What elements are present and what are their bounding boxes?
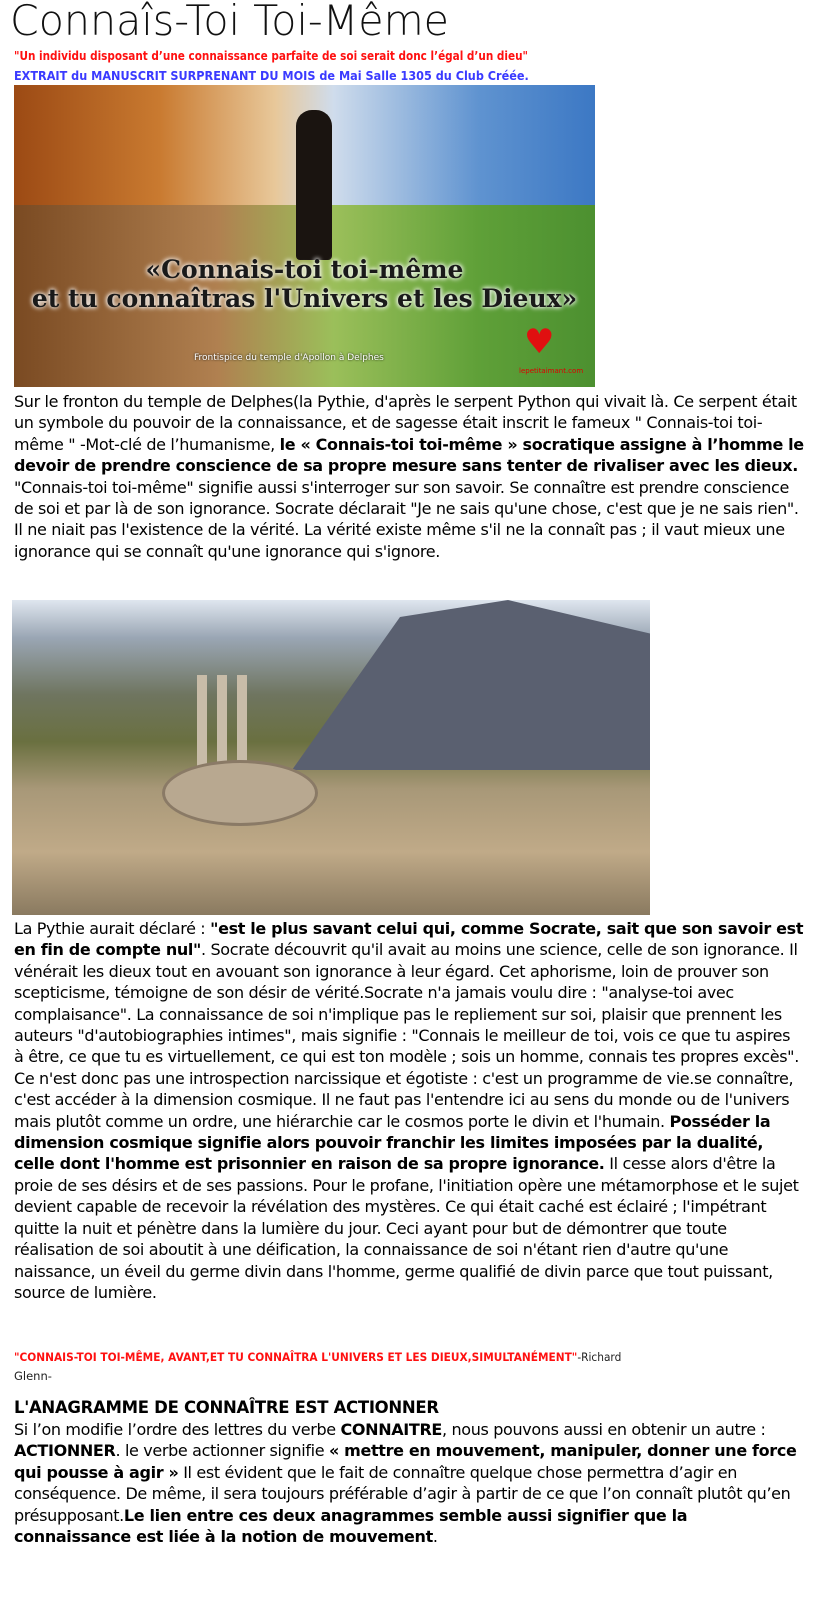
tholos-ruin — [162, 760, 318, 826]
text: . — [432, 1527, 438, 1547]
text: Si l’on modifie l’ordre des lettres du verbe — [14, 1420, 341, 1439]
image-watermark: lepetitaimant.com — [519, 367, 584, 375]
mountain — [292, 600, 650, 770]
text: , nous pouvons aussi en obtenir un autre : — [442, 1420, 766, 1439]
delphi-ruins-image — [12, 600, 650, 915]
text: Il cesse alors d'être la proie de ses désirs et de ses passions. Pour le profane, l'initiation opère une métamorphose et le sujet devient capable de recevoir la révélation des mystères. Ce qui était caché est éclairé ; l'impétrant quitte la nuit et pénètre dans la lumière du jour. Ceci ayant pour but de démontrer que toute réalisation de soi aboutit à une déification, la connaissance de soi n'étant rien d'autre qu'une naissance, un éveil du germe divin dans l'homme, germe qualifié de divin parce que tout puissant, source de lumière. — [14, 1154, 799, 1302]
text: Il est évident que le fait de connaître quelque chose permettra d’agir en conséquence. De même, il sera toujours préférable d’agir à partir de ce que l’on connaît plutôt qu’en présupposant. — [14, 1462, 791, 1525]
man-silhouette — [296, 110, 332, 260]
text: . le verbe actionner signifie — [115, 1441, 329, 1461]
section-heading: L'ANAGRAMME DE CONNAÎTRE EST ACTIONNER — [14, 1398, 439, 1417]
paragraph-delphes — [14, 391, 804, 562]
heart-icon: ♥ — [524, 322, 555, 362]
image-quote-line2: et tu connaîtras l'Univers et les Dieux» — [31, 284, 578, 313]
paragraph-pythie — [14, 918, 804, 1303]
bold-text: "est le plus savant celui qui, comme Socrate, sait que son savoir est en fin de compte nul" — [14, 919, 804, 960]
source-line: EXTRAIT du MANUSCRIT SURPRENANT DU MOIS de Mai Salle 1305 du Club Créée. — [14, 68, 529, 83]
text: La Pythie aurait déclaré : — [14, 919, 211, 938]
paragraph-anagramme — [14, 1419, 804, 1547]
epigraph-quote: "Un individu disposant d’une connaissance parfaite de soi serait donc l’égal d’un dieu" — [14, 48, 528, 63]
frontispiece-image — [14, 85, 595, 387]
image-quote-line1: «Connais-toi toi-même — [145, 255, 464, 284]
citation — [14, 1350, 621, 1364]
citation-text: "CONNAIS-TOI TOI-MÊME, AVANT,ET TU CONNAÎTRA L'UNIVERS ET LES DIEUX,SIMULTANÉMENT" — [14, 1350, 578, 1364]
bold-text: Le lien entre ces deux anagrammes semble aussi signifier que la connaissance est liée à la notion de mouvement — [14, 1505, 688, 1547]
bold-text: CONNAITRE — [340, 1420, 442, 1439]
text: Sur le fronton du temple de Delphes(la Pythie, d'après le serpent Python qui vivait là. Ce serpent était un symbole du pouvoir de la connaissance, et de sagesse était inscrit le fameux " Connais-toi toi-même " -Mot-clé de l’humanisme, — [14, 392, 797, 454]
text: "Connais-toi toi-même" signifie aussi s'interroger sur son savoir. Se connaître est prendre conscience de soi et par là de son ignorance. Socrate déclarait "Je ne sais qu'une chose, c'est que je ne sais rien". Il ne niait pas l'existence de la vérité. La vérité existe même s'il ne la connaît pas ; il vaut mieux une ignorance qui se connaît qu'une ignorance qui s'ignore. — [14, 477, 799, 561]
citation-author: -Richard — [577, 1350, 622, 1364]
citation-author-cont: Glenn- — [14, 1369, 52, 1383]
image-quote — [14, 255, 595, 313]
bold-text: ACTIONNER — [14, 1441, 116, 1461]
bold-text: « mettre en mouvement, manipuler, donner une force qui pousse à agir » — [14, 1441, 797, 1482]
column — [197, 675, 207, 775]
text: . Socrate découvrit qu'il avait au moins une science, celle de son ignorance. Il vénérait les dieux tout en avouant son ignorance à leur égard. Cet aphorisme, loin de prouver son scepticisme, témoigne de son désir de vérité.Socrate n'a jamais voulu dire : "analyse-toi avec complaisance". La connaissance de soi n'implique pas le repliement sur soi, plaisir que prennent les auteurs "d'autobiographies intimes", mais signifie : "Connais le meilleur de toi, vois ce que tu aspires à être, ce que tu es virtuellement, ce qui est ton modèle ; sois un homme, connais tes propres excès". Ce n'est donc pas une introspection narcissique et égotiste : c'est un programme de vie.se connaître, c'est accéder à la dimension cosmique. Il ne faut pas l'entendre ici au sens du monde ou de l'univers mais plutôt comme un ordre, une hiérarchie car le cosmos porte le divin et l'humain. — [14, 940, 799, 1131]
bold-text: le « Connais-toi toi-même » socratique assigne à l’homme le devoir de prendre conscience de sa propre mesure sans tenter de rivaliser avec les dieux. — [14, 434, 804, 476]
bold-text: Posséder la dimension cosmique signifie alors pouvoir franchir les limites imposées par la dualité, celle dont l'homme est prisonnier en raison de sa propre ignorance. — [14, 1111, 771, 1174]
image-caption: Frontispice du temple d'Apollon à Delphes — [194, 353, 384, 363]
page-title: Connaîs-Toi Toi-Même — [10, 0, 449, 45]
